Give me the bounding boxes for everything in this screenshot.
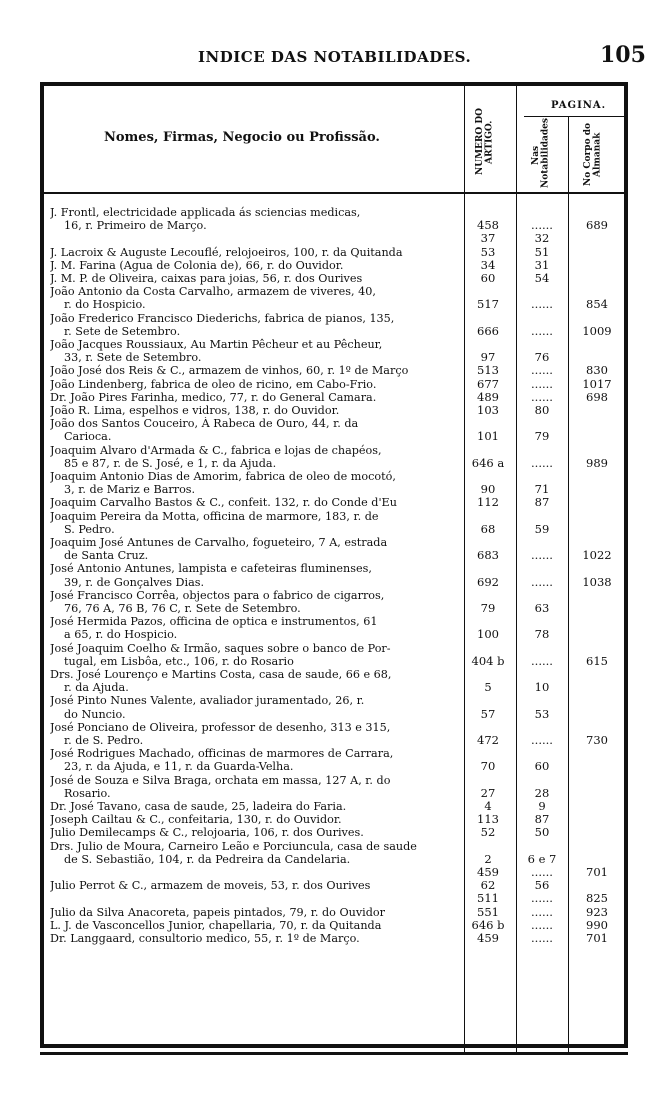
entry-number: 60 xyxy=(480,271,496,285)
entry-text: José Antonio Antunes, lampista e cafeteiras fluminenses, xyxy=(50,562,372,576)
entry-page-corpo: 689 xyxy=(586,218,608,233)
entry-number: 62 xyxy=(480,878,496,893)
entry-text: Julio Perrot & C., armazem de moveis, 53, r. dos Ourives xyxy=(50,879,371,893)
entry-page-notabilidades: ...... xyxy=(531,865,553,879)
entry-page-notabilidades: 6 e 7 xyxy=(527,851,557,866)
entry-page-corpo: 615 xyxy=(586,653,608,668)
entry-page-corpo: 1017 xyxy=(582,376,612,391)
entry-page-notabilidades: 32 xyxy=(534,231,550,246)
entry-number: 646 b xyxy=(471,917,505,932)
entry-page-corpo: 1009 xyxy=(582,323,612,338)
entry-text: a 65, r. do Hospicio. xyxy=(64,628,178,642)
entry-text: r. do Hospicio. xyxy=(64,298,146,312)
entry-page-notabilidades: ...... xyxy=(531,931,553,945)
entry-page-notabilidades: 31 xyxy=(534,257,550,272)
entry-text: Julio da Silva Anacoreta, papeis pintados, 79, r. do Ouvidor xyxy=(50,905,385,919)
entry-text: J. Frontl, electricidade applicada ás sciencias medicas, xyxy=(50,206,361,219)
entry-text: 39, r. de Gonçalves Dias. xyxy=(64,575,205,589)
entry-page-notabilidades: 87 xyxy=(534,495,550,510)
entry-text: José Joaquim Coelho & Irmão, saques sobre o banco de Por- xyxy=(50,641,391,655)
entry-number: 90 xyxy=(480,482,496,497)
entry-page-corpo: 854 xyxy=(586,297,608,312)
entry-number: 683 xyxy=(477,548,499,563)
bottom-rule xyxy=(40,1052,628,1055)
entry-text: José Pinto Nunes Valente, avaliador juramentado, 26, r. xyxy=(50,694,365,708)
entry-text: Joaquim José Antunes de Carvalho, fogueteiro, 7 A, estrada xyxy=(50,536,388,549)
entry-text: J. M. Farina (Agua de Colonia de), 66, r. do Ouvidor. xyxy=(50,258,344,272)
entry-page-corpo: 730 xyxy=(586,732,608,747)
entry-text: João Frederico Francisco Diederichs, fabrica de pianos, 135, xyxy=(50,311,395,325)
entry-page-notabilidades: 59 xyxy=(534,521,550,536)
entry-text: 23, r. da Ajuda, e 11, r. da Guarda-Velha. xyxy=(64,760,294,774)
entry-page-notabilidades: ...... xyxy=(531,218,553,233)
entry-number: 52 xyxy=(480,825,496,840)
entry-page-notabilidades: 9 xyxy=(538,799,546,813)
entry-number: 517 xyxy=(477,297,499,312)
entry-number: 472 xyxy=(477,732,499,747)
entry-text: José Ponciano de Oliveira, professor de desenho, 313 e 315, xyxy=(50,720,391,734)
entry-text: r. de S. Pedro. xyxy=(64,733,144,747)
running-head xyxy=(0,44,672,68)
entry-page-corpo: 1038 xyxy=(582,574,612,589)
entry-page-corpo: 989 xyxy=(586,455,608,470)
entry-number: 34 xyxy=(480,257,496,272)
entry-number: 70 xyxy=(480,759,496,774)
entry-page-corpo: 825 xyxy=(586,891,608,906)
entry-page-notabilidades: 28 xyxy=(534,785,550,800)
entry-page-corpo: 698 xyxy=(586,389,608,404)
entry-text: do Nuncio. xyxy=(64,707,126,721)
entry-text: Carioca. xyxy=(64,430,112,444)
entry-text: Joaquim Pereira da Motta, officina de marmore, 183, r. de xyxy=(50,509,379,523)
entry-page-notabilidades: ...... xyxy=(531,917,553,932)
entry-number: 37 xyxy=(480,231,496,246)
entry-text: Dr. Langgaard, consultorio medico, 55, r. 1º de Março. xyxy=(50,932,360,945)
entry-text: Dr. José Tavano, casa de saude, 25, ladeira do Faria. xyxy=(50,800,347,813)
entry-text: Joaquim Alvaro d'Armada & C., fabrica e lojas de chapéos, xyxy=(50,443,382,457)
entry-text: João José dos Reis & C., armazem de vinhos, 60, r. 1º de Março xyxy=(50,364,409,378)
entry-page-notabilidades: 10 xyxy=(534,680,550,695)
entry-page-corpo: 990 xyxy=(586,917,608,932)
entry-page-corpo: 830 xyxy=(586,363,608,378)
entry-number: 57 xyxy=(480,706,496,721)
column-header-no-corpo: No Corpo do Almanak xyxy=(583,123,603,187)
entry-number: 100 xyxy=(477,627,499,642)
entry-page-notabilidades: ...... xyxy=(531,574,553,589)
entry-page-notabilidades: 80 xyxy=(534,403,550,417)
entry-number: 511 xyxy=(477,891,499,906)
entry-page-notabilidades: ...... xyxy=(531,904,553,919)
entry-number: 458 xyxy=(477,218,499,233)
entry-page-notabilidades: ...... xyxy=(531,455,553,470)
entry-number: 666 xyxy=(477,323,499,338)
entry-text: Julio Demilecamps & C., relojoaria, 106, r. dos Ourives. xyxy=(50,826,364,840)
entry-page-notabilidades: 56 xyxy=(534,878,550,893)
entry-text: L. J. de Vasconcellos Junior, chapellaria, 70, r. da Quitanda xyxy=(50,918,382,932)
entry-page-corpo: 923 xyxy=(586,904,608,919)
entry-text: J. Lacroix & Auguste Lecouflé, relojoeiros, 100, r. da Quitanda xyxy=(50,245,403,259)
entry-page-corpo: 701 xyxy=(586,865,608,879)
entry-text: Joaquim Antonio Dias de Amorim, fabrica de oleo de mocotó, xyxy=(50,470,396,483)
entry-number: 4 xyxy=(484,799,492,813)
entry-page-notabilidades: 50 xyxy=(534,825,550,840)
entry-text: de Santa Cruz. xyxy=(64,549,149,563)
entry-number: 513 xyxy=(477,363,499,378)
entry-page-notabilidades: 51 xyxy=(534,244,550,259)
column-divider xyxy=(568,116,569,1052)
entry-page-notabilidades: 53 xyxy=(534,706,550,721)
entry-number: 459 xyxy=(477,865,499,879)
column-header-nas-notabilidades: Nas Notabilidades xyxy=(531,118,551,188)
entry-text: S. Pedro. xyxy=(64,522,115,536)
entry-number: 79 xyxy=(480,600,496,615)
entry-text: João dos Santos Couceiro, À Rabeca de Ouro, 44, r. da xyxy=(50,417,359,431)
entry-text: José de Souza e Silva Braga, orchata em massa, 127 A, r. do xyxy=(50,773,391,787)
entry-number: 551 xyxy=(477,904,499,919)
column-divider xyxy=(516,86,517,1052)
entry-text: Joaquim Carvalho Bastos & C., confeit. 132, r. do Conde d'Eu xyxy=(50,496,397,510)
entry-text: João Jacques Roussiaux, Au Martin Pêcheur et au Pêcheur, xyxy=(50,338,383,351)
entry-page-corpo: 701 xyxy=(586,931,608,945)
column-header-numero: NUMERO DO ARTIGO. xyxy=(475,108,495,176)
entry-number: 692 xyxy=(477,574,499,589)
entry-page-notabilidades: ...... xyxy=(531,732,553,747)
entry-text: 16, r. Primeiro de Março. xyxy=(64,219,207,233)
entry-page-notabilidades: 79 xyxy=(534,429,550,444)
entry-page-notabilidades: 78 xyxy=(534,627,550,642)
entry-text: José Rodrigues Machado, officinas de marmores de Carrara, xyxy=(50,747,394,761)
entry-page-notabilidades: ...... xyxy=(531,323,553,338)
entry-page-notabilidades: 71 xyxy=(534,482,550,497)
entry-text: 85 e 87, r. de S. José, e 1, r. da Ajuda. xyxy=(64,456,277,470)
column-header-pagina: PAGINA. xyxy=(551,100,607,111)
entry-text: José Francisco Corrêa, objectos para o fabrico de cigarros, xyxy=(50,588,385,602)
entry-number: 459 xyxy=(477,931,499,945)
entry-number: 677 xyxy=(477,376,499,391)
entry-text: Joseph Cailtau & C., confeitaria, 130, r. do Ouvidor. xyxy=(50,813,342,827)
entry-number: 646 a xyxy=(471,455,505,470)
entry-text: João Antonio da Costa Carvalho, armazem de viveres, 40, xyxy=(50,285,376,299)
entry-page-notabilidades: 60 xyxy=(534,759,550,774)
entry-text: Drs. Julio de Moura, Carneiro Leão e Porciuncula, casa de saude xyxy=(50,839,417,853)
column-header-names: Nomes, Firmas, Negocio ou Profissão. xyxy=(104,130,380,145)
entry-text: Rosario. xyxy=(64,786,111,800)
entry-page-notabilidades: ...... xyxy=(531,376,553,391)
entry-page-notabilidades: ...... xyxy=(531,363,553,378)
entry-text: Dr. João Pires Farinha, medico, 77, r. do General Camara. xyxy=(50,390,377,404)
entry-number: 68 xyxy=(480,521,496,536)
entry-number: 404 b xyxy=(471,653,505,668)
entry-page-notabilidades: ...... xyxy=(531,548,553,563)
entry-page-corpo: 1022 xyxy=(582,548,612,563)
entry-text: 76, 76 A, 76 B, 76 C, r. Sete de Setembro. xyxy=(64,601,301,615)
entry-text: J. M. P. de Oliveira, caixas para joias, 56, r. dos Ourives xyxy=(50,272,363,285)
entry-number: 27 xyxy=(480,785,496,800)
entry-text: r. da Ajuda. xyxy=(64,681,129,695)
entry-page-notabilidades: 76 xyxy=(534,350,550,365)
entry-page-notabilidades: 87 xyxy=(534,812,550,827)
index-table xyxy=(40,82,628,1048)
page-title: INDICE DAS NOTABILIDADES. xyxy=(198,48,472,66)
header-rule xyxy=(524,116,624,117)
entry-number: 113 xyxy=(477,812,499,827)
entry-text: João Lindenberg, fabrica de oleo de ricino, em Cabo-Frio. xyxy=(50,377,377,391)
entry-text: 3, r. de Mariz e Barros. xyxy=(64,483,196,497)
entry-text: de S. Sebastião, 104, r. da Pedreira da Candelaria. xyxy=(64,852,351,866)
entry-number: 112 xyxy=(477,495,499,510)
entry-page-notabilidades: ...... xyxy=(531,891,553,906)
entry-number: 5 xyxy=(484,680,492,695)
entry-text: 33, r. Sete de Setembro. xyxy=(64,351,202,365)
entry-number: 53 xyxy=(480,244,496,259)
entry-text: Drs. José Lourenço e Martins Costa, casa de saude, 66 e 68, xyxy=(50,668,392,681)
entry-number: 97 xyxy=(480,350,496,365)
table-header xyxy=(44,86,624,194)
entry-number: 101 xyxy=(477,429,499,444)
entry-text: tugal, em Lisbôa, etc., 106, r. do Rosario xyxy=(64,654,294,668)
entry-text: José Hermida Pazos, officina de optica e instrumentos, 61 xyxy=(50,615,378,629)
entry-page-notabilidades: 63 xyxy=(534,600,550,615)
entry-page-notabilidades: ...... xyxy=(531,389,553,404)
entry-number: 489 xyxy=(477,389,499,404)
entry-page-notabilidades: ...... xyxy=(531,297,553,312)
entry-number: 103 xyxy=(477,403,499,417)
entry-text: João R. Lima, espelhos e vidros, 138, r. do Ouvidor. xyxy=(50,404,340,417)
page-number: 105 xyxy=(600,42,646,68)
entry-page-notabilidades: 54 xyxy=(534,271,550,285)
entry-text: r. Sete de Setembro. xyxy=(64,324,181,338)
entry-page-notabilidades: ...... xyxy=(531,653,553,668)
entry-number: 2 xyxy=(484,851,492,866)
